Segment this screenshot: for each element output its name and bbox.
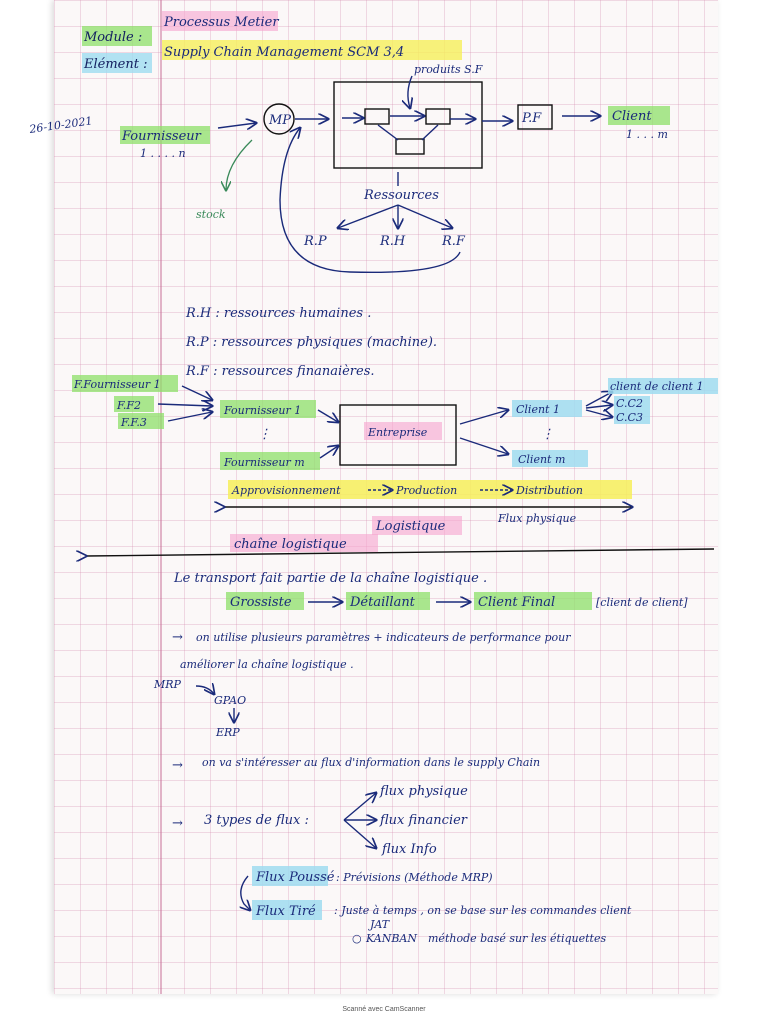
- cc3-label: C.C3: [616, 411, 643, 424]
- process-sub-box-1: [365, 109, 389, 124]
- clientm-label: Client m: [518, 453, 566, 466]
- cc2-label: C.C2: [616, 397, 643, 410]
- produits-sf-arrow: [408, 76, 412, 108]
- date: 26-10-2021: [28, 114, 94, 136]
- stock-label: stock: [196, 208, 226, 221]
- fournisseurm-to-entreprise-arrow: [320, 446, 338, 458]
- types-to-physique-arrow: [344, 793, 376, 820]
- flux-pousse-desc: : Prévisions (Méthode MRP): [336, 871, 493, 884]
- kanban-label: KANBAN: [366, 932, 417, 945]
- bullet-arrow-2: →: [172, 758, 183, 773]
- mrp-to-gpao-arrow: [196, 686, 214, 694]
- scanner-footer: Scanné avec CamScanner: [342, 1006, 426, 1013]
- flux-info-item: flux Info: [382, 842, 437, 857]
- vertical-ellipsis-left: ⋮: [258, 427, 271, 442]
- element-label: Elément :: [84, 57, 148, 72]
- produits-sf-label: produits S.F: [414, 63, 483, 76]
- ressources-to-rp-arrow: [338, 205, 398, 228]
- flux-tire-bracket-arrow: [241, 876, 250, 910]
- module-value: Processus Metier: [164, 15, 279, 30]
- mrp-label: MRP: [154, 678, 181, 691]
- ressources-label: Ressources: [364, 188, 439, 203]
- types-to-info-arrow: [344, 820, 376, 848]
- flux-physique-label: Flux physique: [498, 512, 577, 525]
- mp-label: MP: [269, 113, 292, 128]
- client1-label: Client 1: [516, 403, 560, 416]
- rh-label: R.H: [380, 234, 406, 249]
- element-value: Supply Chain Management SCM 3,4: [164, 45, 405, 60]
- chaine-logistique-label: chaîne logistique: [234, 537, 347, 552]
- flux-financier-item: flux financier: [380, 813, 468, 828]
- gpao-label: GPAO: [214, 694, 247, 707]
- client-de-client-bracket: [client de client]: [596, 596, 688, 609]
- ff3-label: F.F.3: [121, 416, 147, 429]
- process-internal-link-1: [378, 125, 398, 140]
- kanban-desc: méthode basé sur les étiquettes: [428, 932, 607, 945]
- flux-pousse-label: Flux Poussé: [256, 870, 335, 885]
- types-flux-label: 3 types de flux :: [204, 813, 309, 828]
- process-sub-box-3: [396, 139, 424, 154]
- flux-tire-label: Flux Tiré: [256, 904, 316, 919]
- pf-label: P.F: [522, 111, 542, 126]
- entreprise-to-clientm-arrow: [460, 438, 508, 454]
- definition-rf: R.F : ressources finanaières.: [186, 364, 375, 379]
- rf-label: R.F: [442, 234, 465, 249]
- production-label: Production: [396, 484, 458, 497]
- fournisseur-cardinality: 1 . . . . n: [140, 147, 186, 160]
- interesser-note: on va s'intéresser au flux d'information dans le supply Chain: [202, 756, 541, 769]
- client-final-label: Client Final: [478, 595, 556, 610]
- fournisseur-to-mp-arrow: [218, 123, 256, 128]
- client-cardinality: 1 . . . m: [626, 128, 668, 141]
- ff3-arrow: [168, 412, 212, 421]
- logistique-label: Logistique: [376, 519, 446, 534]
- parametres-line-1: on utilise plusieurs paramètres + indicateurs de performance pour: [196, 631, 571, 644]
- fournisseur1-to-entreprise-arrow: [318, 410, 338, 422]
- jat-abbreviation: JAT: [370, 918, 390, 931]
- kanban-bullet: ○: [352, 932, 362, 945]
- ff2-arrow: [158, 404, 212, 406]
- process-internal-link-2: [422, 125, 438, 140]
- bullet-arrow-3: →: [172, 816, 183, 831]
- rp-label: R.P: [304, 234, 327, 249]
- erp-label: ERP: [216, 726, 240, 739]
- fournisseur1-label: Fournisseur 1: [224, 404, 302, 417]
- flux-physique-item: flux physique: [380, 784, 468, 799]
- ff1-label: F.Fournisseur 1: [74, 378, 161, 391]
- chaine-logistique-line: [86, 549, 714, 556]
- definition-rh: R.H : ressources humaines .: [186, 306, 372, 321]
- approvisionnement-label: Approvisionnement: [232, 484, 341, 497]
- definition-rp: R.P : ressources physiques (machine).: [186, 335, 438, 350]
- bullet-arrow-1: →: [172, 630, 183, 645]
- ressources-to-rf-arrow: [398, 205, 452, 228]
- ff2-label: F.F2: [117, 399, 142, 412]
- entreprise-label: Entreprise: [368, 426, 428, 439]
- vertical-ellipsis-right: ⋮: [541, 427, 554, 442]
- client-de-client-label: client de client 1: [610, 380, 704, 393]
- transport-note: Le transport fait partie de la chaîne logistique .: [174, 571, 488, 586]
- entreprise-to-client1-arrow: [460, 410, 508, 424]
- fournisseurm-label: Fournisseur m: [224, 456, 305, 469]
- process-sub-box-2: [426, 109, 450, 124]
- client1-to-cc3-arrow: [586, 410, 612, 417]
- ff1-arrow: [182, 386, 212, 400]
- module-label: Module :: [84, 30, 143, 45]
- stock-arrow: [226, 140, 252, 190]
- jat-line-1: : Juste à temps , on se base sur les commandes client: [334, 904, 632, 917]
- parametres-line-2: améliorer la chaîne logistique .: [180, 658, 354, 671]
- distribution-label: Distribution: [516, 484, 583, 497]
- client-label: Client: [612, 109, 652, 124]
- fournisseur-label: Fournisseur: [122, 129, 201, 144]
- detaillant-label: Détaillant: [350, 595, 415, 610]
- client1-to-cc2-arrow: [586, 405, 612, 408]
- client1-to-cc1-arrow: [586, 392, 612, 406]
- grossiste-label: Grossiste: [230, 595, 292, 610]
